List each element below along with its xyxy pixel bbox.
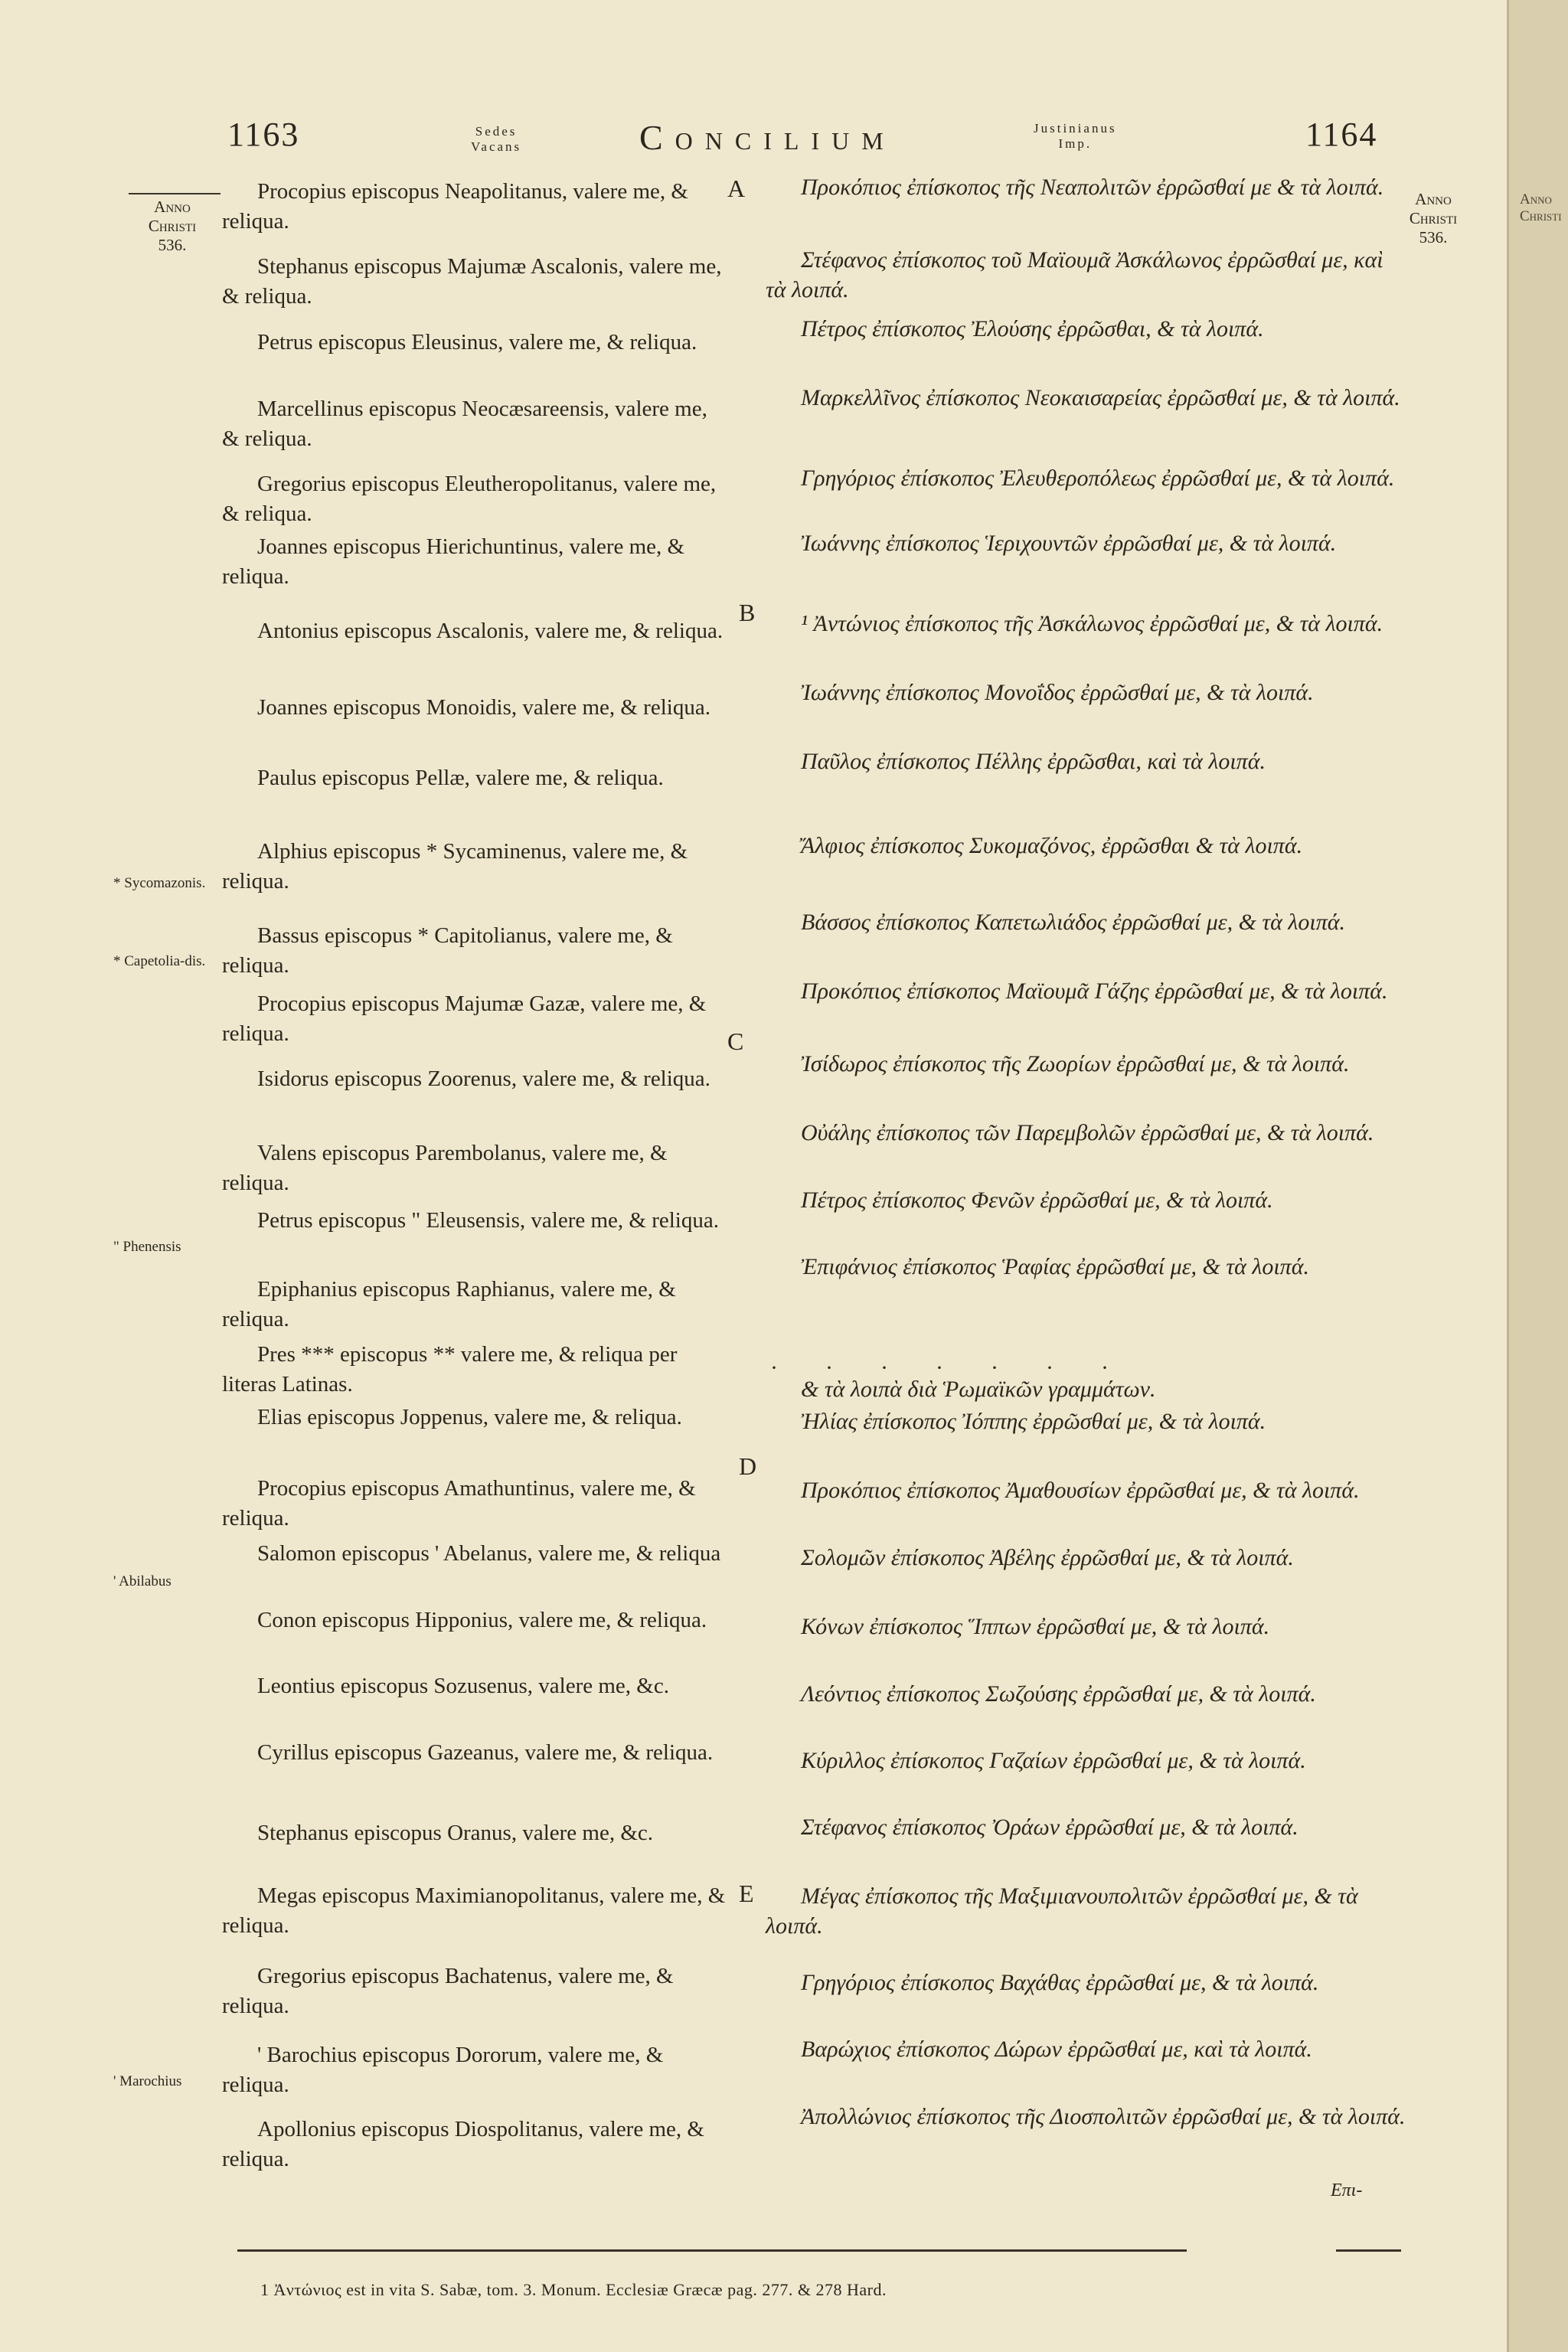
greek-entry: Ἰσίδωρος ἐπίσκοπος τῆς Ζωορίων ἐρρῶσθαί με, & τὰ λοιπά. — [801, 1051, 1350, 1076]
greek-entry: Προκόπιος ἐπίσκοπος Μαϊουμᾶ Γάζης ἐρρῶσθαί με, & τὰ λοιπά. — [801, 978, 1388, 1004]
anno-line: Christi — [148, 217, 197, 235]
greek-entry: Ἐπιφάνιος ἐπίσκοπος Ῥαφίας ἐρρῶσθαί με, & τὰ λοιπά. — [801, 1254, 1309, 1279]
greek-entry: Προκόπιος ἐπίσκοπος τῆς Νεαπολιτῶν ἐρρῶσθαί με & τὰ λοιπά. — [801, 175, 1384, 200]
greek-entry: Πέτρος ἐπίσκοπος Ἐλούσης ἐρρῶσθαι, & τὰ λοιπά. — [801, 316, 1264, 341]
latin-entry: Procopius episcopus Amathuntinus, valere me, & reliqua. — [222, 1476, 696, 1530]
latin-entry: Apollonius episcopus Diospolitanus, valere me, & reliqua. — [222, 2117, 704, 2171]
latin-entry: Petrus episcopus " Eleusensis, valere me, & reliqua. — [257, 1208, 719, 1233]
footnote-rule — [1336, 2249, 1401, 2252]
latin-entry: Pres *** episcopus ** valere me, & reliqua per literas Latinas. — [222, 1342, 678, 1396]
anno-line: Christi — [1409, 209, 1458, 227]
latin-entry: Epiphanius episcopus Raphianus, valere me, & reliqua. — [222, 1277, 676, 1331]
latin-entry: Petrus episcopus Eleusinus, valere me, & reliqua. — [257, 330, 697, 354]
left-page-number: 1163 — [227, 116, 300, 153]
next-page-anno — [1520, 191, 1562, 225]
margin-note: * Sycomazonis. — [113, 875, 206, 891]
catchword: Επι- — [1331, 2180, 1363, 2200]
greek-entry: Σολομῶν ἐπίσκοπος Ἀβέλης ἐρρῶσθαί με, & τὰ λοιπά. — [801, 1545, 1294, 1570]
adjacent-page-edge — [1507, 0, 1568, 2352]
latin-entry: Antonius episcopus Ascalonis, valere me, & reliqua. — [257, 619, 724, 643]
greek-entry: Κόνων ἐπίσκοπος Ἵππων ἐρρῶσθαί με, & τὰ λοιπά. — [801, 1614, 1270, 1639]
greek-entry: Βάσσος ἐπίσκοπος Καπετωλιάδος ἐρρῶσθαί με, & τὰ λοιπά. — [801, 910, 1345, 935]
anno-rule — [129, 193, 220, 194]
running-head-line: Sedes — [475, 124, 518, 139]
margin-note: ' Abilabus — [113, 1573, 172, 1589]
greek-entry: Ἰωάννης ἐπίσκοπος Ἱεριχουντῶν ἐρρῶσθαί με, & τὰ λοιπά. — [801, 531, 1337, 556]
lacuna-dots: ······· — [770, 1355, 1156, 1380]
greek-entry: Μέγας ἐπίσκοπος τῆς Μαξιμιανουπολιτῶν ἐρρῶσθαί με, & τὰ λοιπά. — [766, 1883, 1358, 1939]
anno-line: Anno — [1415, 190, 1452, 208]
running-head-line: Imp. — [1058, 136, 1093, 151]
latin-entry: Marcellinus episcopus Neocæsareensis, valere me, & reliqua. — [222, 397, 707, 451]
latin-entry: Megas episcopus Maximianopolitanus, valere me, & reliqua. — [222, 1883, 726, 1938]
right-page-number: 1164 — [1305, 116, 1378, 153]
right-running-head — [1034, 121, 1117, 152]
greek-entry: Προκόπιος ἐπίσκοπος Ἀμαθουσίων ἐρρῶσθαί με, & τὰ λοιπά. — [801, 1478, 1360, 1503]
section-letter: C — [727, 1027, 744, 1055]
greek-entry: Μαρκελλῖνος ἐπίσκοπος Νεοκαισαρείας ἐρρῶσθαί με, & τὰ λοιπά. — [801, 385, 1400, 410]
footnote: 1 Ἀντώνιος est in vita S. Sabæ, tom. 3. Monum. Ecclesiæ Græcæ pag. 277. & 278 Hard. — [260, 2280, 887, 2299]
greek-entry: & τὰ λοιπὰ διὰ Ῥωμαϊκῶν γραμμάτων. — [801, 1377, 1156, 1402]
latin-entry: Conon episcopus Hipponius, valere me, & reliqua. — [257, 1608, 707, 1632]
anno-line: Anno — [154, 198, 191, 216]
page-title: Concilium — [639, 118, 896, 157]
greek-entry: Ἠλίας ἐπίσκοπος Ἰόππης ἐρρῶσθαί με, & τὰ λοιπά. — [801, 1409, 1266, 1434]
greek-entry: Γρηγόριος ἐπίσκοπος Ἐλευθεροπόλεως ἐρρῶσθαί με, & τὰ λοιπά. — [801, 466, 1395, 491]
footnote-rule — [237, 2249, 1187, 2252]
latin-entry: Joannes episcopus Hierichuntinus, valere me, & reliqua. — [222, 534, 685, 589]
section-letter: A — [727, 175, 746, 202]
latin-entry: Isidorus episcopus Zoorenus, valere me, & reliqua. — [257, 1067, 710, 1091]
latin-entry: Leontius episcopus Sozusenus, valere me, &c. — [257, 1674, 669, 1698]
greek-entry: Πέτρος ἐπίσκοπος Φενῶν ἐρρῶσθαί με, & τὰ λοιπά. — [801, 1187, 1273, 1213]
anno-line: 536. — [158, 236, 187, 254]
greek-entry: Λεόντιος ἐπίσκοπος Σωζούσης ἐρρῶσθαί με, & τὰ λοιπά. — [801, 1681, 1316, 1707]
greek-entry: Ἰωάννης ἐπίσκοπος Μονοΐδος ἐρρῶσθαί με, & τὰ λοιπά. — [801, 680, 1314, 705]
latin-entry: Valens episcopus Parembolanus, valere me, & reliqua. — [222, 1141, 668, 1195]
latin-entry: Procopius episcopus Majumæ Gazæ, valere me, & reliqua. — [222, 991, 707, 1046]
latin-entry: Procopius episcopus Neapolitanus, valere me, & reliqua. — [222, 179, 688, 234]
latin-entry: ' Barochius episcopus Dororum, valere me, & reliqua. — [222, 2043, 664, 2097]
margin-note: ' Marochius — [113, 2073, 182, 2089]
margin-note: " Phenensis — [113, 1239, 181, 1255]
greek-entry: Ἀπολλώνιος ἐπίσκοπος τῆς Διοσπολιτῶν ἐρρῶσθαί με, & τὰ λοιπά. — [801, 2104, 1406, 2129]
greek-entry: Στέφανος ἐπίσκοπος τοῦ Μαϊουμᾶ Ἀσκάλωνος ἐρρῶσθαί με, καὶ τὰ λοιπά. — [766, 247, 1383, 302]
greek-entry: ¹ Ἀντώνιος ἐπίσκοπος τῆς Ἀσκάλωνος ἐρρῶσθαί με, & τὰ λοιπά. — [801, 611, 1383, 636]
greek-entry: Παῦλος ἐπίσκοπος Πέλλης ἐρρῶσθαι, καὶ τὰ λοιπά. — [801, 749, 1266, 774]
section-letter: B — [739, 599, 756, 626]
latin-entry: Alphius episcopus * Sycaminenus, valere me, & reliqua. — [222, 839, 688, 893]
latin-entry: Joannes episcopus Monoidis, valere me, & reliqua. — [257, 695, 710, 720]
latin-entry: Paulus episcopus Pellæ, valere me, & reliqua. — [257, 766, 664, 790]
greek-entry: Ἄλφιος ἐπίσκοπος Συκομαζόνος, ἐρρῶσθαι & τὰ λοιπά. — [801, 833, 1303, 858]
anno-line: 536. — [1419, 228, 1448, 247]
anno-christi-left — [122, 198, 222, 255]
left-running-head — [471, 124, 521, 155]
latin-entry: Gregorius episcopus Eleutheropolitanus, valere me, & reliqua. — [222, 472, 717, 526]
running-head-line: Justinianus — [1034, 121, 1117, 136]
anno-line: Anno — [1520, 191, 1552, 207]
latin-entry: Elias episcopus Joppenus, valere me, & reliqua. — [257, 1405, 682, 1429]
latin-entry: Cyrillus episcopus Gazeanus, valere me, & reliqua. — [257, 1740, 714, 1765]
greek-entry: Οὐάλης ἐπίσκοπος τῶν Παρεμβολῶν ἐρρῶσθαί με, & τὰ λοιπά. — [801, 1120, 1374, 1145]
latin-entry: Salomon episcopus ' Abelanus, valere me, & reliqua — [257, 1541, 721, 1566]
greek-entry: Βαρώχιος ἐπίσκοπος Δώρων ἐρρῶσθαί με, καὶ τὰ λοιπά. — [801, 2037, 1312, 2062]
greek-entry: Στέφανος ἐπίσκοπος Ὀράων ἐρρῶσθαί με, & τὰ λοιπά. — [801, 1815, 1298, 1840]
anno-line: Christi — [1520, 208, 1562, 224]
latin-entry: Stephanus episcopus Oranus, valere me, &c. — [257, 1821, 654, 1845]
margin-note: * Capetolia-dis. — [113, 953, 206, 969]
latin-entry: Gregorius episcopus Bachatenus, valere me, & reliqua. — [222, 1964, 674, 2018]
latin-entry: Bassus episcopus * Capitolianus, valere me, & reliqua. — [222, 923, 673, 978]
latin-entry: Stephanus episcopus Majumæ Ascalonis, valere me, & reliqua. — [222, 254, 722, 309]
greek-entry: Κύριλλος ἐπίσκοπος Γαζαίων ἐρρῶσθαί με, & τὰ λοιπά. — [801, 1748, 1306, 1773]
running-head-line: Vacans — [471, 139, 522, 154]
section-letter: E — [739, 1880, 754, 1907]
section-letter: D — [739, 1452, 757, 1480]
greek-entry: Γρηγόριος ἐπίσκοπος Βαχάθας ἐρρῶσθαί με, & τὰ λοιπά. — [801, 1970, 1319, 1995]
